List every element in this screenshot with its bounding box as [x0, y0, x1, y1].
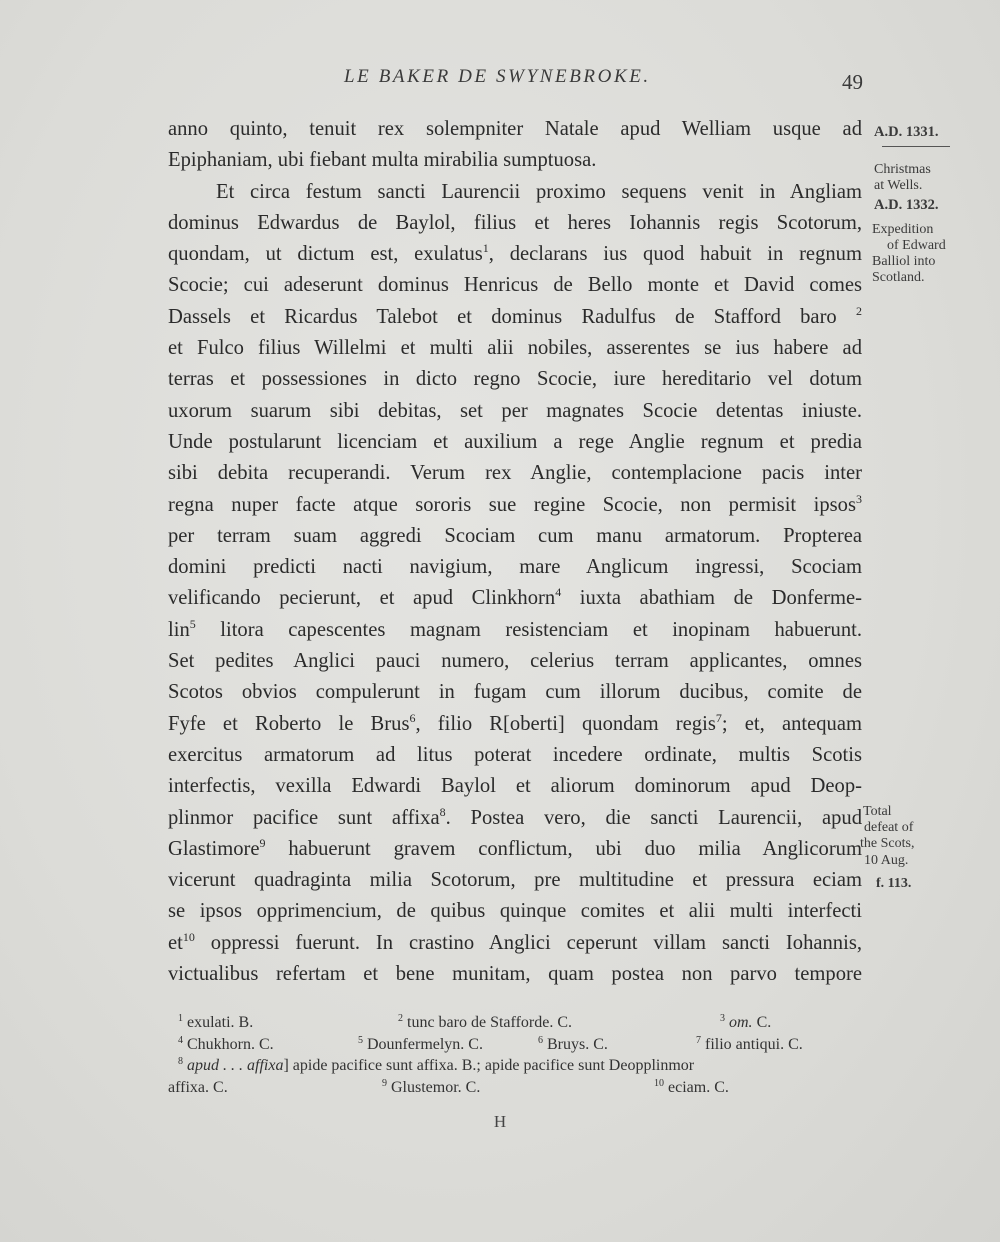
text-line: $et^{10}$ oppressi fuerunt. In crastino Anglici ceperunt villam sancti Iohannis,: [168, 929, 862, 954]
footnote: $^4$ Chukhorn. C.: [178, 1034, 274, 1053]
footnote-ref: 9: [259, 835, 266, 850]
running-head: [0, 66, 1000, 96]
main-text: [168, 114, 862, 990]
text-line: Unde postularunt licenciam et auxilium a rege Anglie regnum et predia: [168, 430, 862, 453]
text-line: domini predicti nacti navigium, mare Anglicum ingressi, Scociam: [168, 556, 862, 579]
text-line: Epiphaniam, ubi fiebant multa mirabilia sumptuosa.: [168, 149, 597, 172]
margin-note: Balliol into: [872, 254, 936, 269]
text-line: et Fulco filius Willelmi et multi alii nobiles, asserentes se ius habere ad: [168, 337, 862, 360]
footnote-ref: 3: [856, 491, 862, 506]
footnote: affixa. C.: [168, 1078, 228, 1096]
margin-note-year: A.D. 1331.: [874, 124, 939, 140]
text-line: terras et possessiones in dicto regno Scocie, iure hereditario vel dotum: [168, 368, 862, 391]
text-line: dominus Edwardus de Baylol, filius et heres Iohannis regis Scotorum,: [168, 211, 862, 234]
footnote-ref: 8: [439, 804, 446, 819]
footnote-ref: 6: [409, 710, 416, 725]
text-line: vicerunt quadraginta milia Scotorum, pre multitudine et pressura eciam: [168, 869, 862, 892]
text-line: anno quinto, tenuit rex solempniter Natale apud Welliam usque ad: [168, 118, 862, 140]
margin-note: 10 Aug.: [864, 853, 909, 868]
footnote-ref: 7: [715, 710, 722, 725]
text-line: per terram suam aggredi Scociam cum manu armatorum. Propterea: [168, 524, 862, 547]
margin-rule: [882, 146, 950, 147]
footnote: $^9$ Glustemor. C.: [382, 1077, 481, 1096]
footnotes: [168, 1012, 862, 1098]
footnote-line: [168, 1034, 862, 1056]
text-line: velificando pecierunt, et apud Clinkhorn$^4$ iuxta abathiam de Donferme-: [168, 585, 862, 610]
running-title: LE BAKER DE SWYNEBROKE.: [344, 66, 651, 87]
footnote: $^{10}$ eciam. C.: [654, 1077, 729, 1096]
margin-note-folio: f. 113.: [876, 876, 912, 891]
text-line: Scotos obvios compulerunt in fugam cum illorum ducibus, comite de: [168, 681, 862, 704]
text-line: Dassels et Ricardus Talebot et dominus Radulfus de Stafford baro $^2$: [168, 303, 862, 328]
text-line: victualibus refertam et bene munitam, quam postea non parvo tempore: [168, 963, 862, 986]
text-line: Scocie; cui adeserunt dominus Henricus de Bello monte et David comes: [168, 274, 862, 297]
margin-note: defeat of: [864, 820, 914, 835]
margin-notes: [860, 0, 1000, 1242]
footnote: $^6$ Bruys. C.: [538, 1034, 608, 1053]
text-line: Glastimore$^9$ habuerunt gravem conflictum, ubi duo milia Anglicorum: [168, 835, 862, 860]
page-number: 49: [842, 70, 863, 94]
margin-note: at Wells.: [874, 178, 923, 193]
text-line: Et circa festum sancti Laurencii proximo sequens venit in Angliam: [216, 180, 862, 203]
margin-note: Scotland.: [872, 270, 925, 285]
text-line: se ipsos opprimencium, de quibus quinque comites et alii multi interfecti: [168, 900, 862, 923]
footnote: $^2$ tunc baro de Stafforde. C.: [398, 1013, 572, 1031]
text-line: exercitus armatorum ad litus poterat incedere ordinate, multis Scotis: [168, 743, 862, 766]
footnote: $^3$ om. C.: [720, 1013, 772, 1031]
text-line: uxorum suarum sibi debitas, set per magnates Scocie detentas iniuste.: [168, 399, 862, 422]
footnote-ref: 5: [189, 616, 196, 631]
text-line: lin$^5$ litora capescentes magnam resistenciam et inopinam habuerunt.: [168, 616, 862, 641]
footnote: $^5$ Dounfermelyn. C.: [358, 1034, 483, 1053]
footnote: $^8$ apud . . . affixa] apide pacifice sunt affixa. B.; apide pacifice sunt Deopplinmor: [178, 1056, 695, 1074]
text-line: regna nuper facte atque sororis sue regine Scocie, non permisit ipsos$^3$: [168, 491, 862, 516]
footnote-ref: 10: [182, 929, 195, 944]
footnote-ref: 1: [482, 241, 489, 256]
margin-note: Expedition: [872, 222, 934, 237]
margin-note: Total: [863, 804, 892, 819]
footnote: $^1$ exulati. B.: [178, 1013, 254, 1031]
margin-note-year: A.D. 1332.: [874, 197, 939, 213]
footnote-ref: 2: [856, 303, 862, 318]
text-line: Fyfe et Roberto le Brus$^6$, filio R[oberti] quondam regis$^7$; et, antequam: [168, 710, 862, 735]
margin-note: Christmas: [874, 162, 931, 177]
text-line: sibi debita recuperandi. Verum rex Anglie, contemplacione pacis inter: [168, 462, 862, 485]
text-line: plinmor pacifice sunt affixa$^8$. Postea vero, die sancti Laurencii, apud: [168, 804, 862, 829]
margin-note: the Scots,: [860, 836, 915, 851]
footnote-line: [168, 1012, 862, 1034]
text-line: interfectis, vexilla Edwardi Baylol et aliorum dominorum apud Deop-: [168, 775, 862, 798]
footnote: $^7$ filio antiqui. C.: [696, 1034, 803, 1053]
margin-note: of Edward: [887, 238, 946, 253]
footnote-ref: 4: [555, 585, 562, 600]
signature-mark: H: [493, 1112, 507, 1131]
text-line: Set pedites Anglici pauci numero, celerius terram applicantes, omnes: [168, 650, 862, 673]
text-line: quondam, ut dictum est, exulatus$^1$, declarans ius quod habuit in regnum: [168, 241, 862, 266]
footnote-line: [168, 1077, 862, 1099]
footnote-line: [168, 1055, 862, 1077]
